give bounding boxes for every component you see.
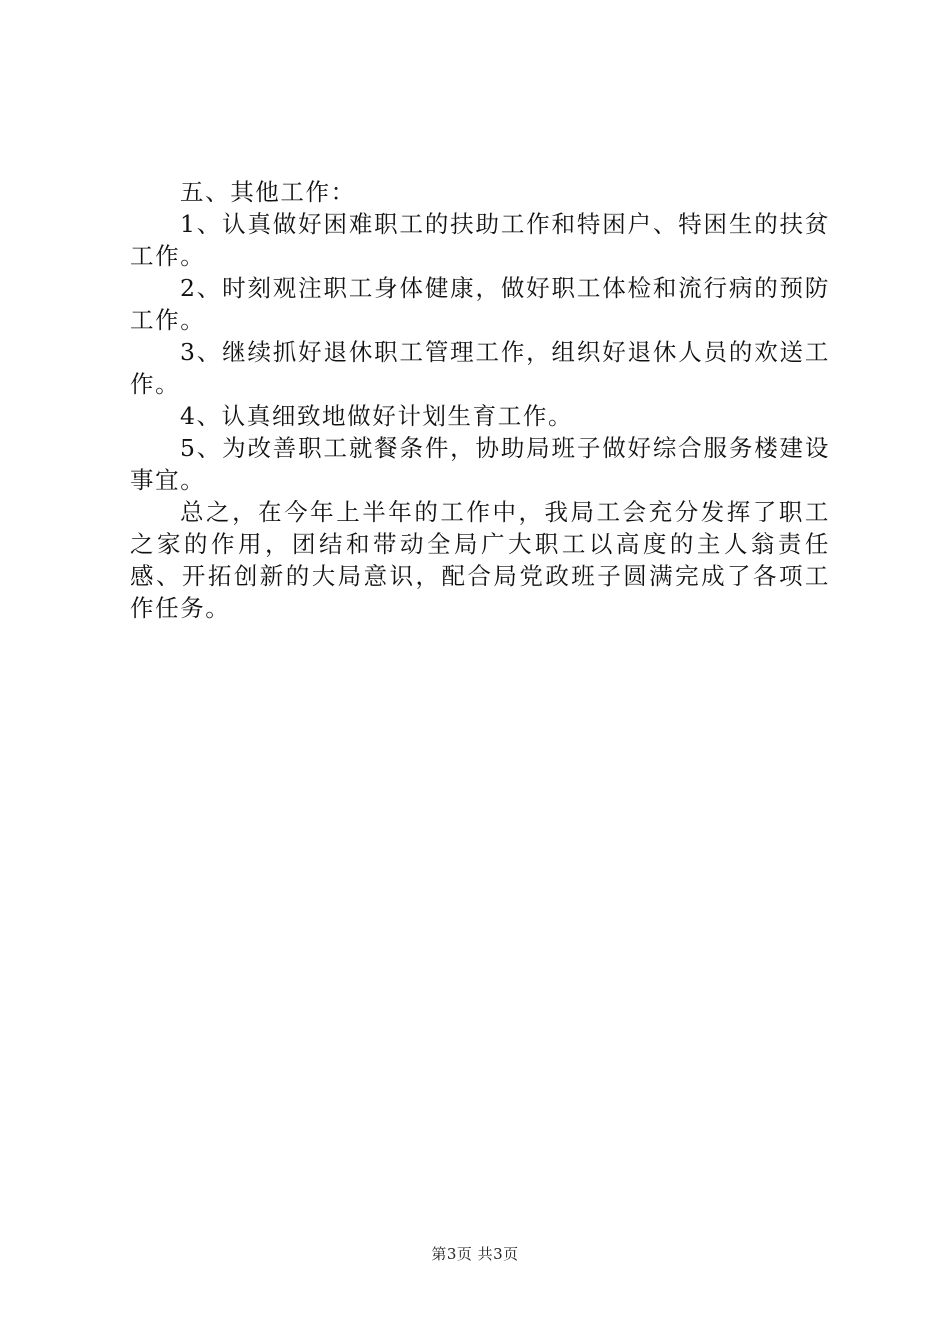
page-number-footer: 第3页 共3页 (431, 1245, 519, 1263)
list-item: 3、继续抓好退休职工管理工作，组织好退休人员的欢送工作。 (130, 338, 830, 398)
section-heading: 五、其他工作： (180, 178, 356, 206)
list-item: 2、时刻观注职工身体健康，做好职工体检和流行病的预防工作。 (130, 274, 830, 334)
summary-paragraph: 总之，在今年上半年的工作中，我局工会充分发挥了职工之家的作用，团结和带动全局广大职工以高度的主人翁责任感、开拓创新的大局意识，配合局党政班子圆满完成了各项工作任务。 (130, 498, 830, 622)
list-item: 4、认真细致地做好计划生育工作。 (180, 402, 574, 430)
list-item: 5、为改善职工就餐条件，协助局班子做好综合服务楼建设事宜。 (130, 434, 830, 494)
document-body (130, 176, 830, 624)
list-item: 1、认真做好困难职工的扶助工作和特困户、特困生的扶贫工作。 (130, 210, 830, 270)
